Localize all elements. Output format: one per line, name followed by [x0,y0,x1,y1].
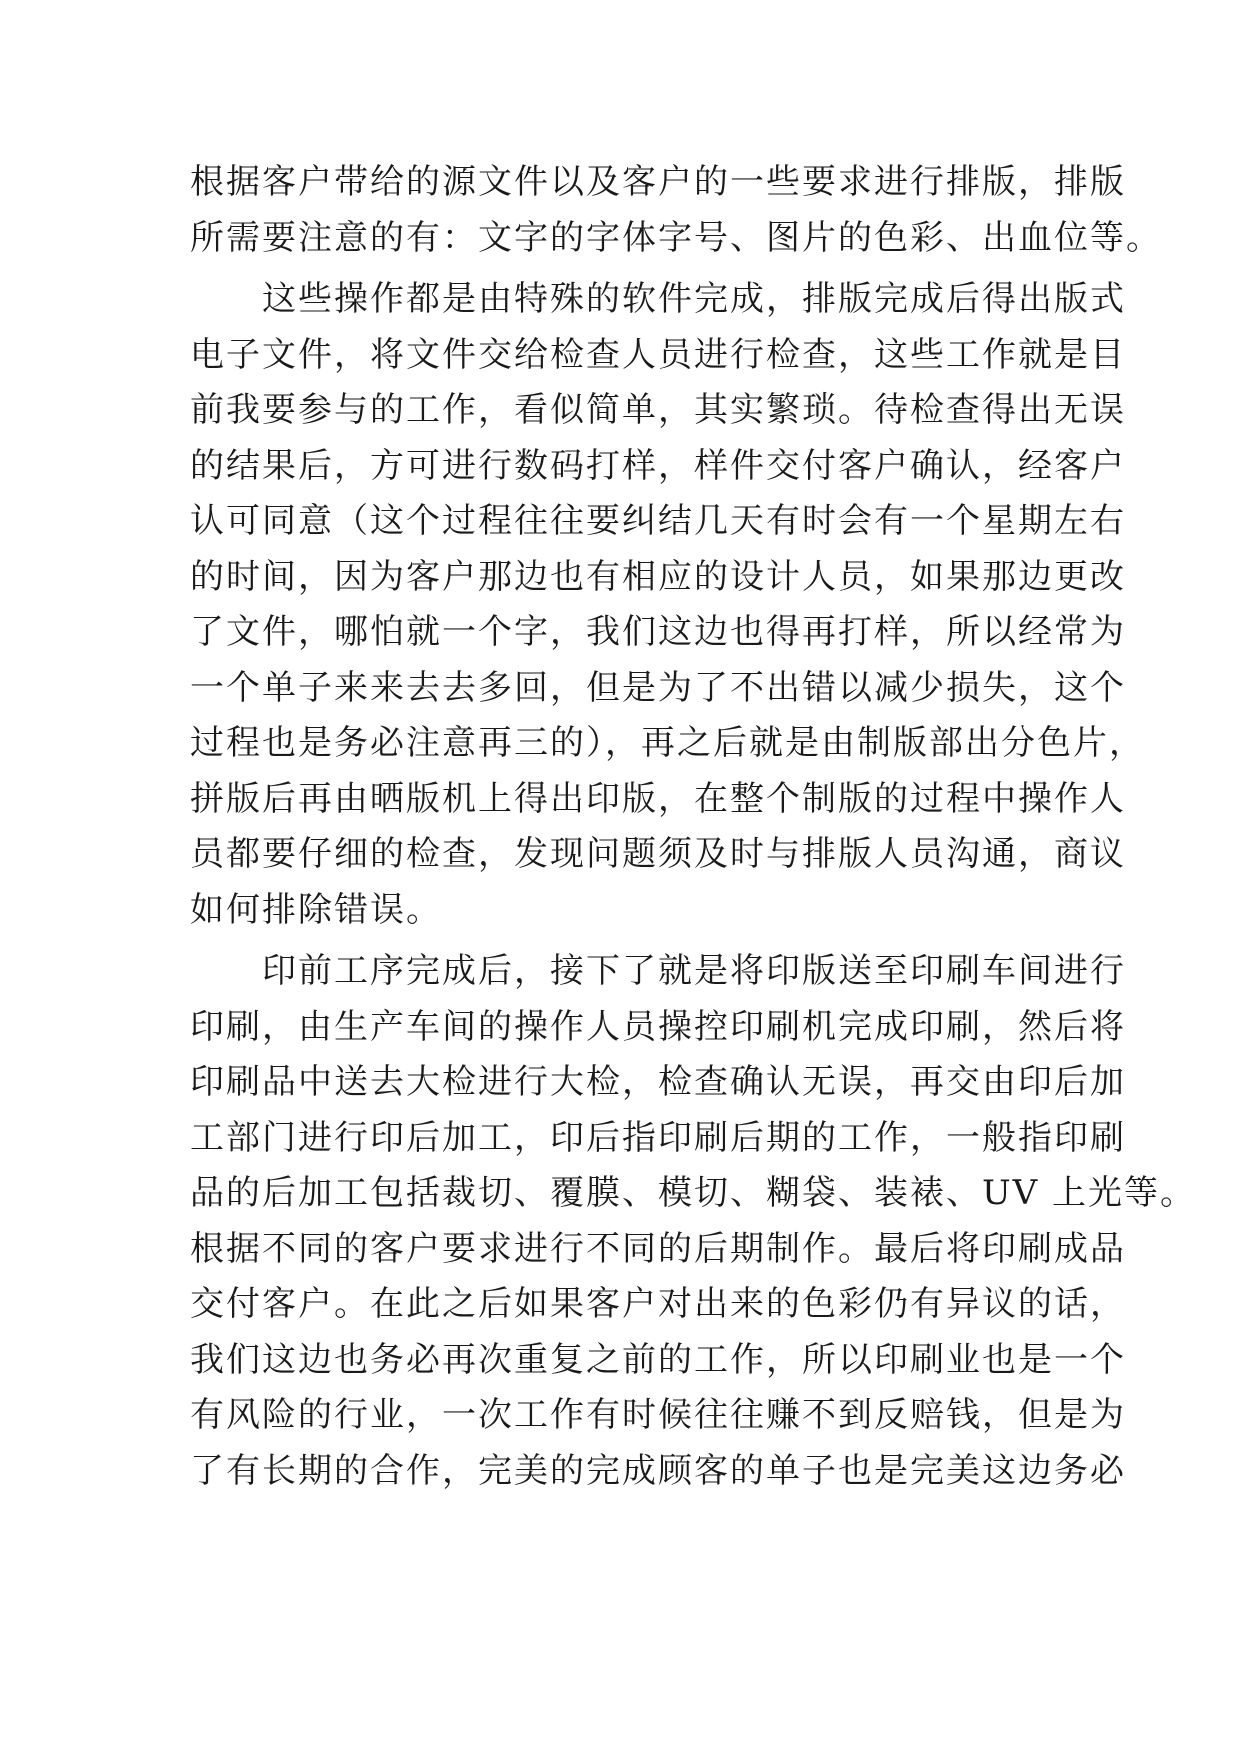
text-line: 电子文件，将文件交给检查人员进行检查，这些工作就是目 [190,334,1126,375]
text-line: 这些操作都是由特殊的软件完成，排版完成后得出版式 [262,279,1126,319]
text-line: 一个单子来来去去多回，但是为了不出错以减少损失，这个 [190,667,1126,708]
text-line: 交付客户。在此之后如果客户对出来的色彩仍有异议的话， [190,1284,1126,1324]
text-line: 品的后加工包括裁切、覆膜、模切、糊袋、装裱、UV 上光等。 [190,1173,1197,1213]
body-text [190,155,1197,1499]
text-line: 前我要参与的工作，看似简单，其实繁琐。待检查得出无误 [190,390,1126,430]
text-line: 认可同意（这个过程往往要纠结几天有时会有一个星期左右 [190,501,1126,541]
text-line: 印刷，由生产车间的操作人员操控印刷机完成印刷，然后将 [190,1006,1126,1047]
text-line: 的时间，因为客户那边也有相应的设计人员，如果那边更改 [190,556,1126,597]
text-line: 如何排除错误。 [190,889,442,930]
paragraph-3 [190,944,1197,1499]
text-line: 员都要仔细的检查，发现问题须及时与排版人员沟通，商议 [190,834,1126,874]
text-line: 印刷品中送去大检进行大检，检查确认无误，再交由印后加 [190,1062,1126,1102]
text-line: 有风险的行业，一次工作有时候往往赚不到反赔钱，但是为 [190,1395,1126,1435]
text-line: 我们这边也务必再次重复之前的工作，所以印刷业也是一个 [190,1339,1126,1380]
text-line: 所需要注意的有：文字的字体字号、图片的色彩、出血位等。 [190,217,1162,258]
text-line: 过程也是务必注意再三的），再之后就是由制版部出分色片， [190,723,1145,763]
text-line: 拼版后再由晒版机上得出印版，在整个制版的过程中操作人 [190,778,1126,819]
text-line: 了有长期的合作，完美的完成顾客的单子也是完美这边务必 [190,1450,1126,1491]
text-line: 的结果后，方可进行数码打样，样件交付客户确认，经客户 [190,445,1126,486]
text-line: 工部门进行印后加工，印后指印刷后期的工作，一般指印刷 [190,1117,1126,1158]
text-line: 印前工序完成后，接下了就是将印版送至印刷车间进行 [262,951,1126,991]
text-line: 根据不同的客户要求进行不同的后期制作。最后将印刷成品 [190,1228,1126,1269]
text-line: 根据客户带给的源文件以及客户的一些要求进行排版，排版 [190,162,1126,202]
paragraph-1 [190,155,1162,266]
paragraph-2 [190,272,1145,938]
text-line: 了文件，哪怕就一个字，我们这边也得再打样，所以经常为 [190,612,1126,652]
